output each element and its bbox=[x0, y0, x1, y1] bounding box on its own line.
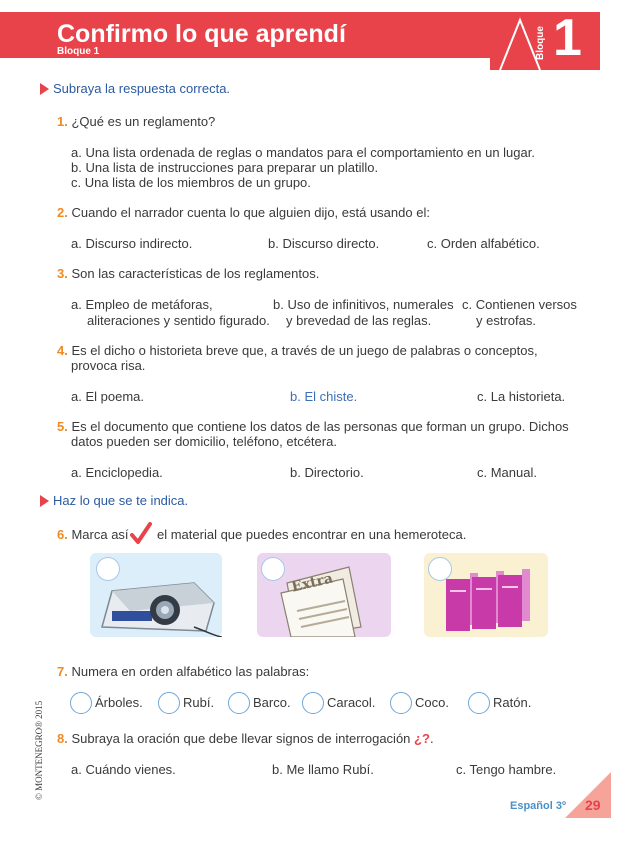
q3-option-c-line1[interactable]: c. Contienen versos bbox=[462, 297, 577, 312]
q2-option-c[interactable]: c. Orden alfabético. bbox=[427, 236, 540, 251]
question-3 bbox=[57, 266, 319, 281]
order-circle-arboles[interactable] bbox=[70, 692, 92, 714]
question-4-line2: provoca risa. bbox=[71, 358, 146, 373]
question-7 bbox=[57, 664, 309, 679]
q4-option-c[interactable]: c. La historieta. bbox=[477, 389, 566, 404]
question-number: 5. bbox=[57, 419, 68, 434]
word-barco: Barco. bbox=[253, 695, 291, 710]
q8-option-b[interactable]: b. Me llamo Rubí. bbox=[272, 762, 374, 777]
question-number: 2. bbox=[57, 205, 68, 220]
question-text: ¿Qué es un reglamento? bbox=[71, 114, 216, 129]
question-5-line2: datos pueden ser domicilio, teléfono, etcétera. bbox=[71, 434, 337, 449]
word-coco: Coco. bbox=[415, 695, 449, 710]
word-caracol: Caracol. bbox=[327, 695, 376, 710]
question-text: Subraya la oración que debe llevar signos de interrogación bbox=[71, 731, 411, 746]
q8-option-a[interactable]: a. Cuándo vienes. bbox=[71, 762, 176, 777]
q3-option-a-line1[interactable]: a. Empleo de metáforas, bbox=[71, 297, 213, 312]
word-arboles: Árboles. bbox=[95, 695, 143, 710]
question-5 bbox=[57, 419, 569, 434]
bloque-label: Bloque bbox=[535, 26, 546, 60]
q8-option-c[interactable]: c. Tengo hambre. bbox=[456, 762, 557, 777]
order-circle-raton[interactable] bbox=[468, 692, 490, 714]
order-circle-barco[interactable] bbox=[228, 692, 250, 714]
order-circle-rubi[interactable] bbox=[158, 692, 180, 714]
q5-option-a[interactable]: a. Enciclopedia. bbox=[71, 465, 163, 480]
newspaper-headline: Extra bbox=[290, 570, 335, 596]
q3-option-b-line1[interactable]: b. Uso de infinitivos, numerales bbox=[273, 297, 454, 312]
question-text: Son las características de los reglamentos. bbox=[71, 266, 320, 281]
question-1 bbox=[57, 114, 215, 129]
question-8 bbox=[57, 731, 434, 746]
question-2 bbox=[57, 205, 430, 220]
question-4 bbox=[57, 343, 538, 358]
question-6 bbox=[57, 527, 129, 542]
question-text-before: Marca así bbox=[71, 527, 129, 542]
q3-option-c-line2[interactable]: y estrofas. bbox=[476, 313, 536, 328]
instruction-1: Subraya la respuesta correcta. bbox=[53, 81, 231, 96]
word-rubi: Rubí. bbox=[183, 695, 215, 710]
triangle-bullet-icon bbox=[40, 495, 49, 507]
bloque-number: 1 bbox=[553, 9, 582, 67]
answer-circle-newspaper[interactable] bbox=[261, 557, 285, 581]
instruction-2: Haz lo que se te indica. bbox=[53, 493, 189, 508]
question-number: 3. bbox=[57, 266, 68, 281]
question-text: Cuando el narrador cuenta lo que alguien dijo, está usando el: bbox=[71, 205, 430, 220]
q1-option-c[interactable]: c. Una lista de los miembros de un grupo. bbox=[71, 175, 311, 190]
word-raton: Ratón. bbox=[493, 695, 532, 710]
page-number: 29 bbox=[585, 797, 601, 813]
answer-circle-projector[interactable] bbox=[96, 557, 120, 581]
copyright-text: © MONTENEGRO® 2015 bbox=[34, 700, 44, 800]
q4-option-b[interactable]: b. El chiste. bbox=[290, 389, 358, 404]
q2-option-b[interactable]: b. Discurso directo. bbox=[268, 236, 380, 251]
question-number: 8. bbox=[57, 731, 68, 746]
question-text-line1: Es el dicho o historieta breve que, a través de un juego de palabras o conceptos, bbox=[71, 343, 538, 358]
question-number: 7. bbox=[57, 664, 68, 679]
question-6-text-after: el material que puedes encontrar en una hemeroteca. bbox=[157, 527, 467, 542]
question-marks: ¿? bbox=[414, 731, 430, 746]
q5-option-c[interactable]: c. Manual. bbox=[477, 465, 537, 480]
question-number: 1. bbox=[57, 114, 68, 129]
triangle-bullet-icon bbox=[40, 83, 49, 95]
order-circle-coco[interactable] bbox=[390, 692, 412, 714]
q3-option-b-line2[interactable]: y brevedad de las reglas. bbox=[286, 313, 432, 328]
q4-option-a[interactable]: a. El poema. bbox=[71, 389, 144, 404]
q1-option-a[interactable]: a. Una lista ordenada de reglas o mandatos para el comportamiento en un lugar. bbox=[71, 145, 535, 160]
q5-option-b[interactable]: b. Directorio. bbox=[290, 465, 364, 480]
q2-option-a[interactable]: a. Discurso indirecto. bbox=[71, 236, 193, 251]
question-end: . bbox=[429, 731, 434, 746]
question-number: 6. bbox=[57, 527, 68, 542]
checkmark-icon bbox=[130, 522, 152, 546]
page-title: Confirmo lo que aprendí bbox=[57, 20, 346, 48]
question-text: Numera en orden alfabético las palabras: bbox=[71, 664, 310, 679]
q3-option-a-line2[interactable]: aliteraciones y sentido figurado. bbox=[87, 313, 270, 328]
q1-option-b[interactable]: b. Una lista de instrucciones para preparar un platillo. bbox=[71, 160, 379, 175]
question-text-line1: Es el documento que contiene los datos de las personas que forman un grupo. Dichos bbox=[71, 419, 569, 434]
page-subtitle: Bloque 1 bbox=[57, 46, 100, 57]
question-number: 4. bbox=[57, 343, 68, 358]
answer-circle-books[interactable] bbox=[428, 557, 452, 581]
footer-subject: Español 3º bbox=[510, 800, 566, 812]
order-circle-caracol[interactable] bbox=[302, 692, 324, 714]
